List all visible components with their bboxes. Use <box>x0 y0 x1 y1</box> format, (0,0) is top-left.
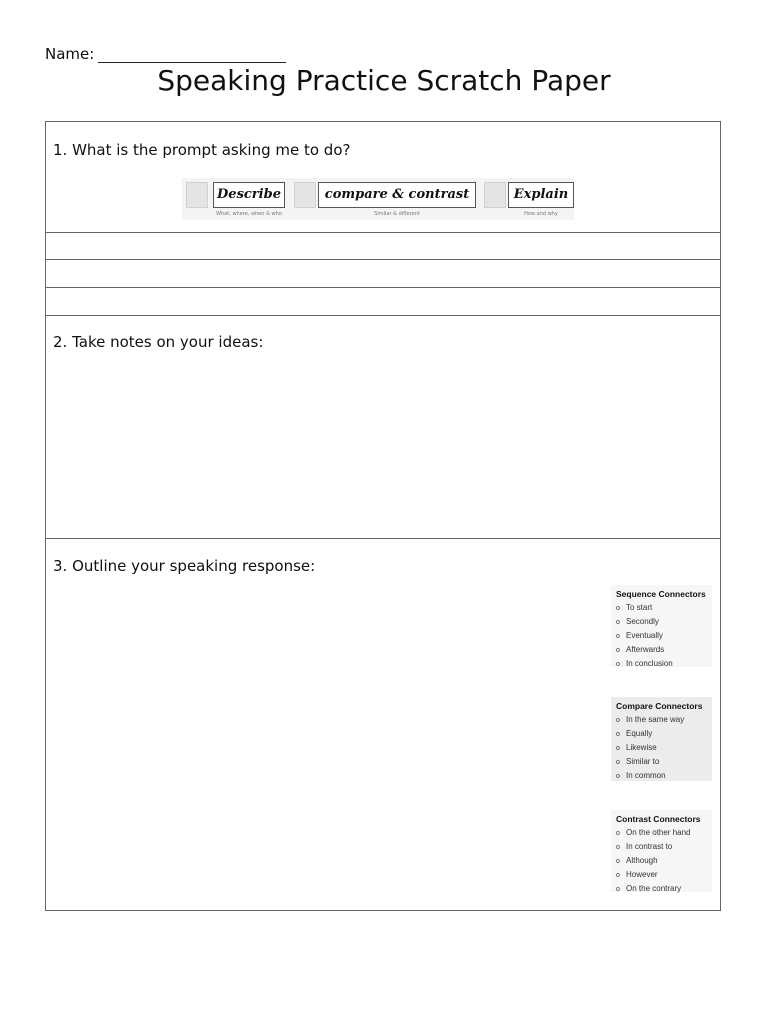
connector-text: Afterwards <box>626 645 665 654</box>
connector-text: Although <box>626 856 658 865</box>
prompt-question: 1. What is the prompt asking me to do? <box>53 141 351 159</box>
bullet-icon: o <box>616 886 620 893</box>
answer-line-2[interactable] <box>46 259 720 288</box>
bullet-icon: o <box>616 773 620 780</box>
list-item <box>616 657 709 671</box>
bullet-icon: o <box>616 605 620 612</box>
contrast-connectors-box <box>611 810 712 892</box>
bullet-icon: o <box>616 619 620 626</box>
connector-title: Compare Connectors <box>616 701 703 711</box>
name-field[interactable] <box>45 45 286 63</box>
list-item <box>616 727 709 741</box>
connector-title: Contrast Connectors <box>616 814 701 824</box>
checkbox-describe[interactable] <box>186 182 208 208</box>
task-explain[interactable] <box>484 178 574 220</box>
connector-text: Equally <box>626 729 653 738</box>
list-item <box>616 615 709 629</box>
list-item <box>616 713 709 727</box>
list-item <box>616 601 709 615</box>
connector-text: In conclusion <box>626 659 673 668</box>
list-item <box>616 868 709 882</box>
page-title: Speaking Practice Scratch Paper <box>157 64 611 97</box>
connector-text: In contrast to <box>626 842 673 851</box>
bullet-icon: o <box>616 745 620 752</box>
task-word-describe: Describe <box>213 182 285 208</box>
checkbox-explain[interactable] <box>484 182 506 208</box>
bullet-icon: o <box>616 717 620 724</box>
prompt-section <box>46 122 720 233</box>
notes-question: 2. Take notes on your ideas: <box>53 333 264 351</box>
task-word-compare-contrast: compare & contrast <box>318 182 476 208</box>
name-blank-line[interactable] <box>98 46 286 63</box>
bullet-icon: o <box>616 633 620 640</box>
bullet-icon: o <box>616 858 620 865</box>
name-label: Name: <box>45 45 95 63</box>
outline-section[interactable] <box>46 539 720 911</box>
worksheet-table <box>45 121 721 911</box>
connector-text: In the same way <box>626 715 685 724</box>
notes-section[interactable] <box>46 315 720 539</box>
list-item <box>616 643 709 657</box>
list-item <box>616 882 709 896</box>
sequence-connectors-box <box>611 585 712 667</box>
connector-text: In common <box>626 771 666 780</box>
task-hint-explain: How and why <box>524 211 558 217</box>
answer-line-3[interactable] <box>46 287 720 316</box>
list-item <box>616 826 709 840</box>
task-describe[interactable] <box>186 178 286 220</box>
connector-text: Likewise <box>626 743 657 752</box>
bullet-icon: o <box>616 872 620 879</box>
connector-text: However <box>626 870 658 879</box>
list-item <box>616 755 709 769</box>
connector-text: Secondly <box>626 617 659 626</box>
answer-line-1[interactable] <box>46 233 720 260</box>
bullet-icon: o <box>616 731 620 738</box>
outline-question: 3. Outline your speaking response: <box>53 557 316 575</box>
connector-text: On the contrary <box>626 884 682 893</box>
task-hint-describe: What, where, when & who <box>216 211 282 217</box>
connector-title: Sequence Connectors <box>616 589 706 599</box>
bullet-icon: o <box>616 844 620 851</box>
list-item <box>616 840 709 854</box>
connector-text: To start <box>626 603 653 612</box>
bullet-icon: o <box>616 759 620 766</box>
task-compare-contrast[interactable] <box>294 178 480 220</box>
connector-text: Eventually <box>626 631 663 640</box>
list-item <box>616 769 709 783</box>
bullet-icon: o <box>616 830 620 837</box>
connector-text: On the other hand <box>626 828 691 837</box>
list-item <box>616 854 709 868</box>
bullet-icon: o <box>616 647 620 654</box>
task-types-strip <box>182 178 574 220</box>
checkbox-compare-contrast[interactable] <box>294 182 316 208</box>
task-hint-compare-contrast: Similar & different <box>374 211 420 217</box>
list-item <box>616 741 709 755</box>
connector-text: Similar to <box>626 757 660 766</box>
list-item <box>616 629 709 643</box>
compare-connectors-box <box>611 697 712 781</box>
task-word-explain: Explain <box>508 182 574 208</box>
bullet-icon: o <box>616 661 620 668</box>
